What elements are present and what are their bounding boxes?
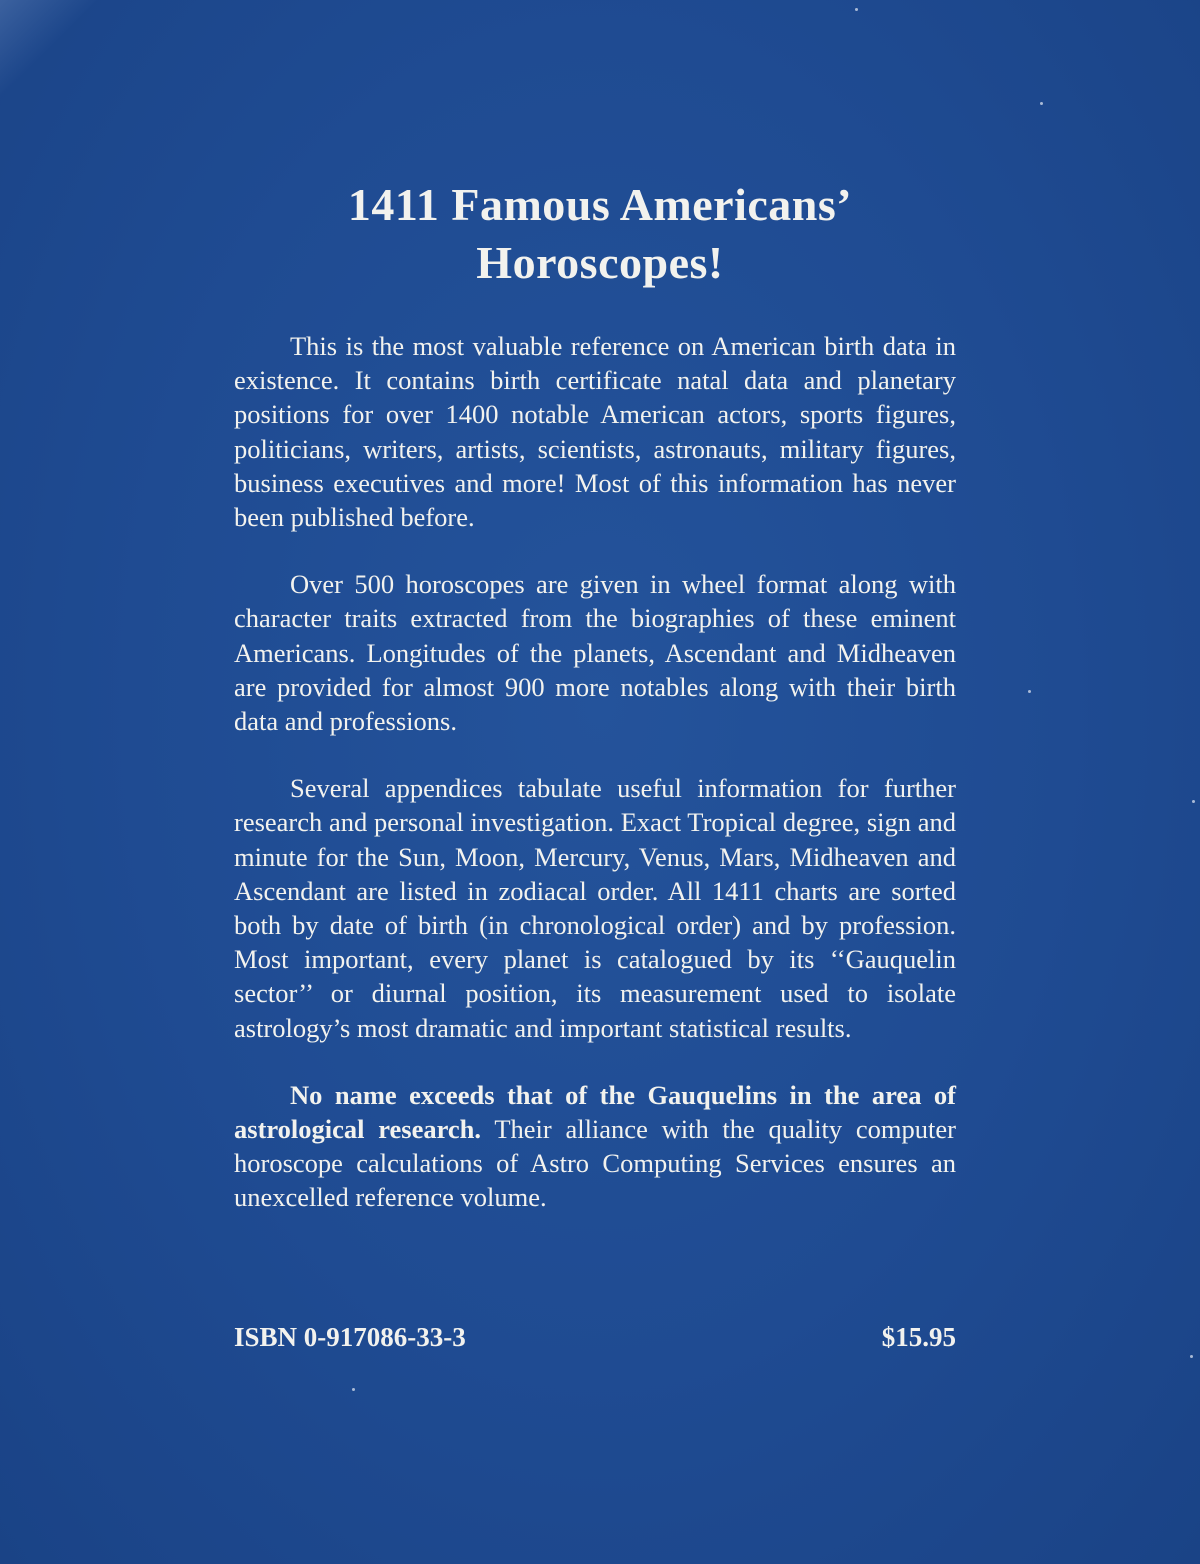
print-speck — [1040, 102, 1043, 105]
print-speck — [1190, 1355, 1193, 1358]
closing-bold-text: No name exceeds that of the Gauquelins in the area of astrological research. — [234, 1079, 956, 1145]
paragraph-2: Over 500 horoscopes are given in wheel format along with character traits extracted from the biographies of these eminent Americans. Longitudes of the planets, Ascendant and Midheaven are provided for almost 900 more notables along with their birth data and professions. — [234, 569, 956, 737]
print-speck — [1028, 690, 1031, 693]
print-speck — [1192, 800, 1195, 803]
title-line-2: Horoscopes! — [476, 237, 724, 288]
isbn: ISBN 0-917086-33-3 — [234, 1322, 466, 1352]
footer — [234, 1320, 956, 1354]
print-speck — [855, 8, 858, 11]
description — [234, 329, 956, 1248]
price: $15.95 — [881, 1322, 956, 1352]
title-line-1: 1411 Famous Americans’ — [347, 179, 853, 230]
book-title — [0, 176, 1200, 292]
paragraph-1: This is the most valuable reference on American birth data in existence. It contains birth certificate natal data and planetary positions for over 1400 notable American actors, sports figures, politicians, writers, artists, scientists, astronauts, military figures, business executives and more! Most of this information has never been published before. — [234, 331, 956, 533]
corner-crease — [0, 0, 110, 110]
paragraph-closing — [234, 1078, 956, 1215]
paragraph-3: Several appendices tabulate useful information for further research and personal investigation. Exact Tropical degree, sign and minute for the Sun, Moon, Mercury, Venus, Mars, Midheaven and Ascendant are listed in zodiacal order. All 1411 charts are sorted both by date of birth (in chronological order) and by profession. Most important, every planet is catalogued by its ‘‘Gauquelin sector’’ or diurnal position, its measurement used to isolate astrology’s most dramatic and important statistical results. — [234, 773, 956, 1043]
closing-text: Their alliance with the quality computer horoscope calculations of Astro Computing Services ensures an unexcelled reference volume. — [234, 1114, 956, 1213]
print-speck — [352, 1388, 355, 1391]
